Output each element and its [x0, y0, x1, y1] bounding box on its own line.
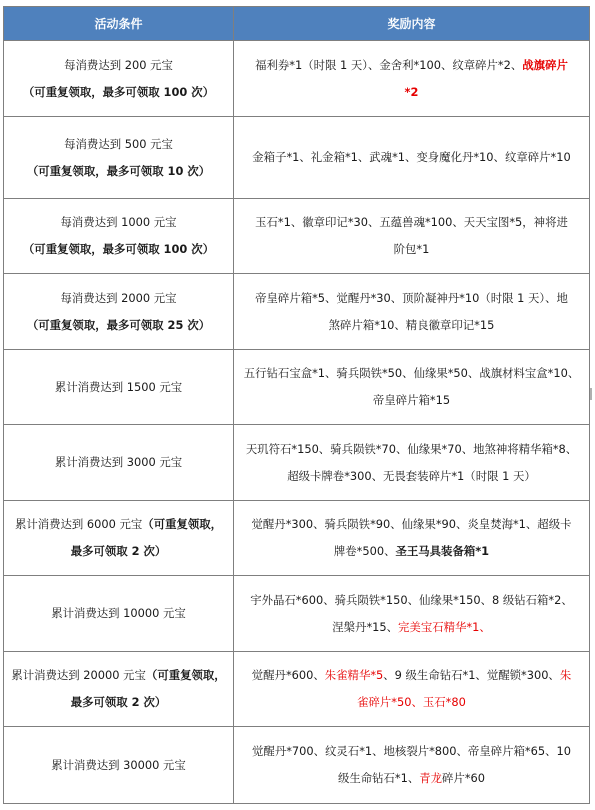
condition-text: 每消费达到 1000 元宝 [60, 215, 177, 229]
table-row [4, 41, 590, 117]
reward-text: 宇外晶石*600、骑兵陨铁*150、仙缘果*150、8 级钻石箱*2、 [250, 592, 573, 607]
reward-text: 煞碎片箱*10、精良徽章印记*15 [328, 317, 495, 332]
header-reward: 奖励内容 [234, 7, 590, 41]
table-header-row [4, 7, 590, 41]
table-row [4, 501, 590, 576]
condition-text: 每消费达到 500 元宝 [64, 136, 173, 151]
reward-cell [234, 727, 590, 804]
table-row [4, 117, 590, 199]
reward-highlight: 战旗碎片 [522, 57, 568, 72]
reward-text: 级生命钻石*1、 [337, 771, 420, 785]
condition-note: （可重复领取，最多可领取 100 次） [22, 242, 215, 256]
table-row [4, 199, 590, 274]
condition-cell [4, 652, 234, 727]
table-row [4, 727, 590, 804]
table-row [4, 274, 590, 350]
condition-note: （可重复领取， [142, 517, 223, 531]
reward-cell [234, 199, 590, 274]
reward-text: 帝皇碎片箱*15 [372, 393, 451, 407]
table-row [4, 425, 590, 501]
reward-highlight: 青龙 [419, 771, 443, 785]
condition-cell [4, 41, 234, 117]
reward-cell [234, 117, 590, 199]
reward-text: 觉醒丹*700、纹灵石*1、地核裂片*800、帝皇碎片箱*65、10 [252, 744, 571, 758]
condition-text: 累计消费达到 3000 元宝 [54, 455, 183, 469]
reward-text: 涅槃丹*15、 [332, 619, 399, 634]
reward-text: 福利券*1（时限 1 天）、金舍利*100、纹章碎片*2、 [255, 57, 523, 72]
condition-text: 每消费达到 200 元宝 [64, 57, 173, 72]
condition-text: 累计消费达到 6000 元宝 [14, 517, 143, 531]
reward-text: 金箱子*1、礼金箱*1、武魂*1、变身魔化丹*10、纹章碎片*10 [252, 150, 571, 164]
condition-text: 累计消费达到 10000 元宝 [51, 606, 186, 620]
reward-text: 帝皇碎片箱*5、觉醒丹*30、顶阶凝神丹*10（时限 1 天）、地 [255, 290, 568, 305]
condition-note: （可重复领取，最多可领取 100 次） [22, 84, 215, 99]
condition-cell [4, 425, 234, 501]
scroll-marker [590, 388, 592, 400]
condition-cell [4, 274, 234, 350]
reward-cell [234, 274, 590, 350]
reward-text: 阶包*1 [393, 242, 430, 256]
condition-text: 累计消费达到 20000 元宝 [11, 668, 146, 682]
condition-cell [4, 199, 234, 274]
reward-text: 玉石*1、徽章印记*30、五蕴兽魂*100、天天宝图*5，神将进 [255, 215, 568, 229]
table-row [4, 576, 590, 652]
condition-text: 每消费达到 2000 元宝 [60, 290, 177, 305]
condition-cell [4, 117, 234, 199]
reward-text: 牌卷*500、 [333, 544, 396, 558]
reward-text: 觉醒丹*600、 [251, 668, 325, 682]
reward-text: 超级卡牌卷*300、无畏套装碎片*1（时限 1 天） [287, 468, 536, 483]
reward-text: 、9 级生命钻石*1、觉醒锁*300、 [383, 668, 560, 682]
reward-text: 天玑符石*150、骑兵陨铁*70、仙缘果*70、地煞神将精华箱*8、 [245, 441, 578, 456]
condition-cell [4, 501, 234, 576]
condition-note: 最多可领取 2 次） [70, 695, 167, 709]
reward-bold: 圣王马具装备箱*1 [395, 544, 490, 558]
reward-table [3, 6, 590, 804]
header-condition: 活动条件 [4, 7, 234, 41]
reward-text: 碎片*60 [442, 771, 486, 785]
reward-cell [234, 350, 590, 425]
condition-cell [4, 576, 234, 652]
reward-highlight: 朱 [559, 668, 572, 682]
condition-text: 累计消费达到 1500 元宝 [54, 379, 183, 394]
condition-text: 累计消费达到 30000 元宝 [51, 757, 186, 772]
condition-cell [4, 727, 234, 804]
reward-cell [234, 41, 590, 117]
reward-cell [234, 652, 590, 727]
reward-cell [234, 576, 590, 652]
reward-text: 觉醒丹*300、骑兵陨铁*90、仙缘果*90、炎皇焚海*1、超级卡 [251, 517, 572, 531]
reward-cell [234, 501, 590, 576]
condition-note: （可重复领取，最多可领取 25 次） [26, 317, 211, 332]
table-row [4, 652, 590, 727]
condition-note: （可重复领取， [145, 668, 226, 682]
reward-cell [234, 425, 590, 501]
reward-text: 五行钻石宝盒*1、骑兵陨铁*50、仙缘果*50、战旗材料宝盒*10、 [243, 366, 580, 380]
condition-note: 最多可领取 2 次） [70, 544, 167, 558]
reward-highlight: 朱雀精华*5 [324, 668, 384, 682]
reward-highlight: 雀碎片*50、玉石*80 [357, 695, 466, 709]
condition-note: （可重复领取，最多可领取 10 次） [26, 163, 211, 178]
reward-highlight: 完美宝石精华*1、 [398, 619, 491, 634]
reward-highlight: *2 [404, 84, 419, 99]
table-row [4, 350, 590, 425]
condition-cell [4, 350, 234, 425]
